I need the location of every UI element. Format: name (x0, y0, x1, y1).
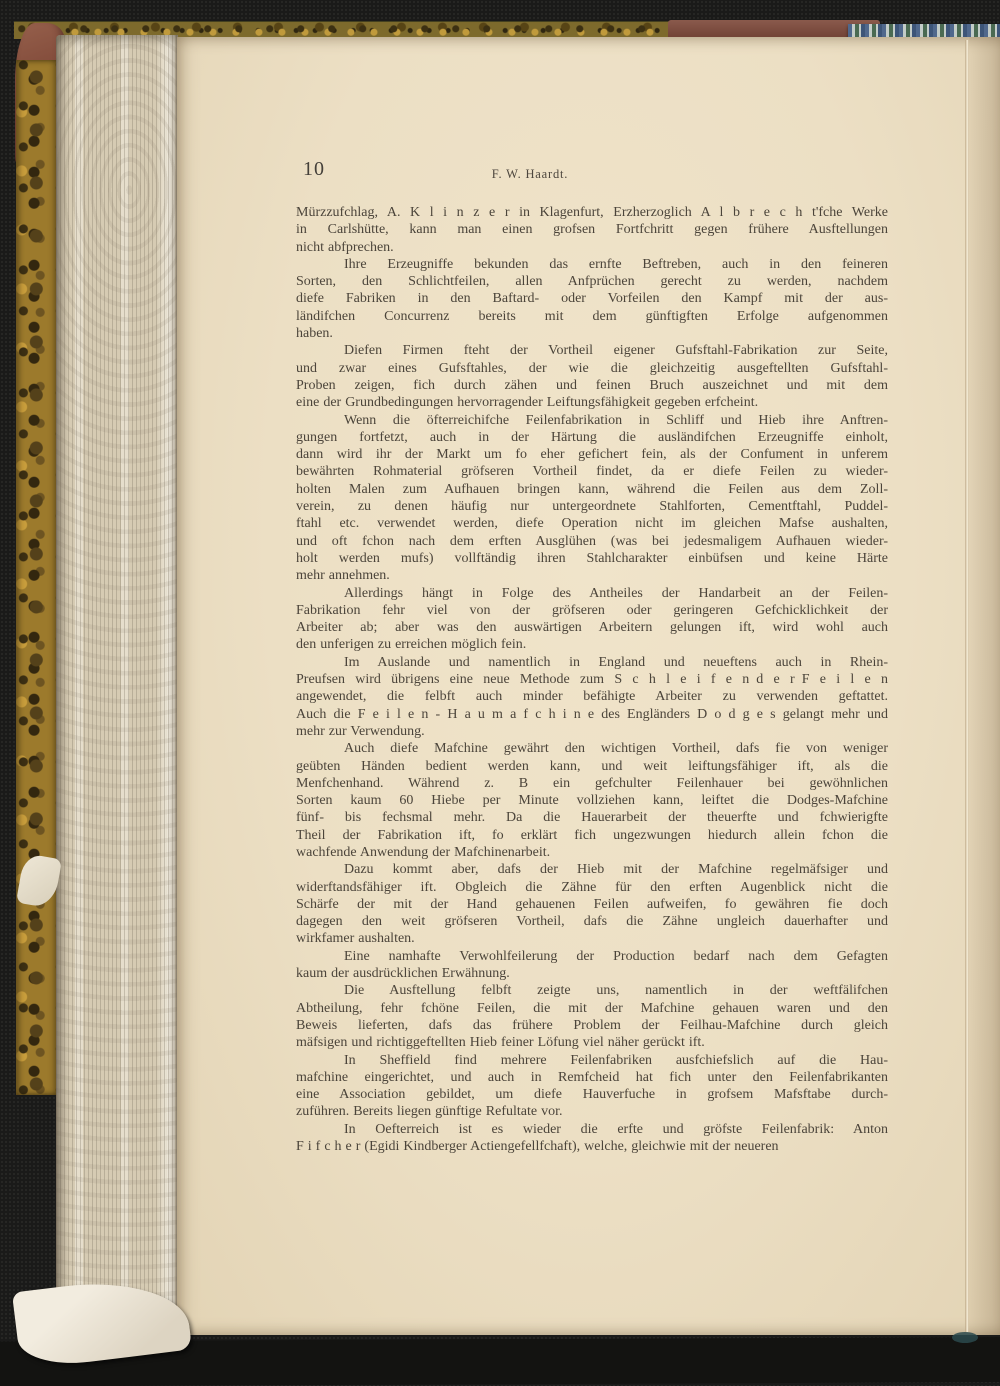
text-line: Arbeiter ab; aber was den auswärtigen Arbeitern gelungen ift, wird wohl auch (296, 620, 888, 636)
text-line: Ihre Erzeugniffe bekunden das ernfte Beftreben, auch in den feineren (344, 256, 888, 272)
text-line: Allerdings hängt in Folge des Antheiles der Handarbeit an der Feilen- (344, 585, 888, 601)
text-line: und oft fchon nach dem erften Ausglühen (was bei jedesmaligem Aufhauen wieder- (296, 533, 888, 549)
text-block (296, 204, 888, 1155)
text-line: Sorten kaum 60 Hiebe per Minute vollziehen kann, leiftet die Dodges-Mafchine (296, 793, 888, 809)
text-line: Im Auslande und namentlich in England und neueftens auch in Rhein- (344, 654, 888, 670)
text-line: Beweis lieferten, dafs das frühere Problem der Feilhau-Mafchine durch gleich (296, 1017, 888, 1033)
text-line: mehr zur Verwendung. (296, 723, 425, 739)
text-line: haben. (296, 326, 333, 342)
text-line: Preufsen wird übrigens eine neue Methode zum S c h l e i f e n d e r F e i l e n (296, 672, 888, 688)
text-line: Sorten, den Schlichtfeilen, allen Anfprüchen gerecht zu werden, nachdem (296, 274, 888, 290)
text-line: holt werden mufs) vollftändig ihren Stahlcharakter einbüfsen und keine Härte (296, 550, 888, 566)
text-line: gungen fortfetzt, auch in der Härtung die ausländifchen Erzeugniffe einholt, (296, 429, 888, 445)
text-line: diefe Fabriken in den Baftard- oder Vorfeilen den Kampf mit der aus- (296, 291, 888, 307)
text-line: mehr annehmen. (296, 568, 390, 584)
text-line: verein, zu denen häufig nur untergeordnete Stahlforten, Cementftahl, Puddel- (296, 499, 888, 515)
text-line: dann wird ihr der Markt um fo eher gefichert fein, als der Confument in unferem (296, 447, 888, 463)
text-line: Menfchenhand. Während z. B ein gefchulter Feilenhauer bei gewöhnlichen (296, 775, 888, 791)
text-line: widerftandsfähiger ift. Obgleich die Zähne für den erften Augenblick nicht die (296, 879, 888, 895)
text-line: holten Malen zum Aufhauen bringen kann, während die Feilen aus dem Zoll- (296, 481, 888, 497)
text-line: Mürzzufchlag, A. K l i n z e r in Klagenfurt, Erzherzoglich A l b r e c h t'fche Werke (296, 205, 888, 220)
binding-thread-spot (952, 1332, 978, 1343)
text-line: fünf- bis fechsmal mehr. Da die Hauerarbeit der theuerfte und fchwierigfte (296, 810, 888, 826)
cover-marbled-board (16, 60, 60, 1095)
text-line: in Carlshütte, kann man einen grofsen Fortfchritt gegen frühere Ausftellungen (296, 222, 888, 238)
text-line: Wenn die öfterreichifche Feilenfabrikation in Schliff und Hieb ihre Anftren- (344, 412, 888, 428)
text-line: wachfende Anwendung der Mafchinenarbeit. (296, 844, 551, 860)
text-line: In Oefterreich ist es wieder die erfte und gröfste Feilenfabrik: Anton (344, 1121, 888, 1137)
running-header: F. W. Haardt. (491, 167, 569, 181)
gutter-crease-line (965, 40, 969, 1332)
text-line: nicht abfprechen. (296, 239, 394, 255)
text-line: Auch die F e i l e n - H a u m a f c h i n e des Engländers D o d g e s gelangt mehr und (296, 706, 888, 722)
background-top (0, 0, 1000, 22)
text-line: Proben zeigen, fich durch zähen und feinen Bruch auszeichnet und mit dem (296, 377, 888, 393)
text-line: Schärfe der mit der Hand gehauenen Feilen aufweifen, fo gewähren fie doch (296, 896, 888, 912)
text-line: zuführen. Bereits liegen günftige Refultate vor. (296, 1104, 563, 1120)
text-line: mafchine eingerichtet, und auch in Remfcheid hat fich unter den Feilenfabrikanten (296, 1069, 888, 1085)
text-line: kaum der ausdrücklichen Erwähnung. (296, 966, 510, 982)
text-line: Diefen Firmen fteht der Vortheil eigener Gufsftahl-Fabrikation zur Seite, (344, 343, 888, 359)
text-line: Theil der Fabrikation ift, fo erklärt fich ungezwungen hiedurch allein fchon die (296, 827, 888, 843)
text-line: ländifchen Concurrenz bereits mit dem günftigften Erfolge aufgenommen (296, 308, 888, 324)
gutter-shadow (969, 37, 1000, 1335)
text-line: eine der Grundbedingungen hervorragender Leiftungsfähigkeit gegeben erfcheint. (296, 395, 759, 411)
text-line: Fabrikation fehr viel von der gröfseren oder geringeren Gefchicklichkeit der (296, 602, 888, 618)
text-line: dagegen den weit gröfseren Vortheil, dafs die Zähne ungleich dauerhafter und (296, 914, 888, 930)
text-line: F i f c h e r (Egidi Kindberger Actiengefellfchaft), welche, gleichwie mit der neueren (296, 1139, 779, 1155)
text-line: wirkfamer aushalten. (296, 931, 415, 947)
text-line: den unferigen zu erreichen möglich fein. (296, 637, 527, 653)
text-line: Abtheilung, fehr fchöne Feilen, die mit der Mafchine gehauen waren und den (296, 1000, 888, 1016)
text-line: und zwar eines Gufsftahles, der wie die gleichzeitig ausgeftellten Gufsftahl- (296, 360, 888, 376)
text-line: Eine namhafte Verwohlfeilerung der Production bedarf nach dem Gefagten (344, 948, 888, 964)
text-line: Dazu kommt aber, dafs der Hieb mit der Mafchine regelmäfsiger und (344, 862, 888, 878)
text-line: bewährten Rohmaterial gröfseren Vortheil findet, da er diefe Feilen zu wieder- (296, 464, 888, 480)
page-edges-stack (56, 35, 178, 1327)
text-line: Auch diefe Mafchine gewährt den wichtigen Vortheil, dafs fie von weniger (344, 741, 888, 757)
text-line: Die Ausftellung felbft zeigte uns, namentlich in der weftfälifchen (344, 983, 888, 999)
text-line: In Sheffield find mehrere Feilenfabriken ausfchiefslich auf die Hau- (344, 1052, 888, 1068)
text-line: mäfsigen und richtiggeftellten Hieb feiner Löfung viel näher gerückt ift. (296, 1035, 705, 1051)
text-line: ftahl etc. verwendet werden, diefe Operation nicht im gleichen Mafse aushalten, (296, 516, 888, 532)
text-line: eine Association gebildet, um diefe Hauverfuche in grofsem Mafsftabe durch- (296, 1087, 888, 1103)
text-line: geübten Händen bedient werden kann, und weit leiftungsfähiger ift, als die (296, 758, 888, 774)
page-number: 10 (303, 158, 325, 180)
text-line: angewendet, die felbft auch minder befähigte Arbeiter zu verwenden geftattet. (296, 689, 888, 705)
